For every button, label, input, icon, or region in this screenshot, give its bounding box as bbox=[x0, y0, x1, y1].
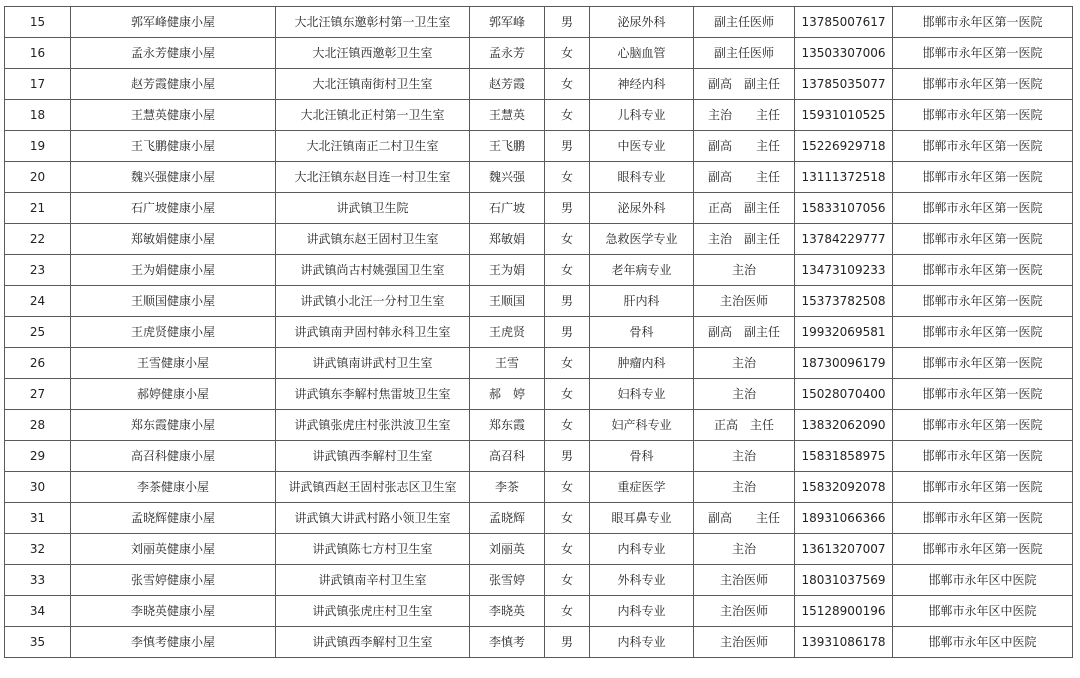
doctor-name-cell: 王顺国 bbox=[470, 286, 545, 317]
health-cabin-name-cell: 魏兴强健康小屋 bbox=[71, 162, 276, 193]
gender-cell: 女 bbox=[545, 162, 590, 193]
professional-title-cell: 副高 副主任 bbox=[694, 317, 795, 348]
specialty-cell: 妇产科专业 bbox=[590, 410, 694, 441]
phone-number-cell: 13832062090 bbox=[795, 410, 893, 441]
clinic-unit-cell: 讲武镇陈七方村卫生室 bbox=[276, 534, 470, 565]
row-number-cell: 26 bbox=[5, 348, 71, 379]
phone-number-cell: 13931086178 bbox=[795, 627, 893, 658]
specialty-cell: 泌尿外科 bbox=[590, 7, 694, 38]
table-body bbox=[5, 7, 1073, 658]
clinic-unit-cell: 讲武镇东李解村焦雷坡卫生室 bbox=[276, 379, 470, 410]
clinic-unit-cell: 大北汪镇南正二村卫生室 bbox=[276, 131, 470, 162]
phone-number-cell: 13503307006 bbox=[795, 38, 893, 69]
health-cabin-name-cell: 张雪婷健康小屋 bbox=[71, 565, 276, 596]
table-row bbox=[5, 7, 1073, 38]
specialty-cell: 急救医学专业 bbox=[590, 224, 694, 255]
doctor-name-cell: 高召科 bbox=[470, 441, 545, 472]
clinic-unit-cell: 讲武镇西李解村卫生室 bbox=[276, 441, 470, 472]
clinic-unit-cell: 讲武镇南尹固村韩永科卫生室 bbox=[276, 317, 470, 348]
specialty-cell: 骨科 bbox=[590, 441, 694, 472]
specialty-cell: 妇科专业 bbox=[590, 379, 694, 410]
phone-number-cell: 13785007617 bbox=[795, 7, 893, 38]
hospital-cell: 邯郸市永年区第一医院 bbox=[893, 38, 1073, 69]
phone-number-cell: 13111372518 bbox=[795, 162, 893, 193]
table-row bbox=[5, 410, 1073, 441]
row-number-cell: 34 bbox=[5, 596, 71, 627]
specialty-cell: 眼科专业 bbox=[590, 162, 694, 193]
phone-number-cell: 15373782508 bbox=[795, 286, 893, 317]
clinic-unit-cell: 讲武镇南讲武村卫生室 bbox=[276, 348, 470, 379]
gender-cell: 男 bbox=[545, 286, 590, 317]
health-cabin-name-cell: 王虎贤健康小屋 bbox=[71, 317, 276, 348]
hospital-cell: 邯郸市永年区第一医院 bbox=[893, 286, 1073, 317]
hospital-cell: 邯郸市永年区第一医院 bbox=[893, 7, 1073, 38]
hospital-cell: 邯郸市永年区中医院 bbox=[893, 627, 1073, 658]
gender-cell: 男 bbox=[545, 441, 590, 472]
health-cabin-name-cell: 王顺国健康小屋 bbox=[71, 286, 276, 317]
phone-number-cell: 15832092078 bbox=[795, 472, 893, 503]
health-cabin-name-cell: 赵芳霞健康小屋 bbox=[71, 69, 276, 100]
hospital-cell: 邯郸市永年区第一医院 bbox=[893, 193, 1073, 224]
specialty-cell: 心脑血管 bbox=[590, 38, 694, 69]
row-number-cell: 15 bbox=[5, 7, 71, 38]
gender-cell: 女 bbox=[545, 534, 590, 565]
professional-title-cell: 主治医师 bbox=[694, 286, 795, 317]
health-cabin-name-cell: 石广坡健康小屋 bbox=[71, 193, 276, 224]
row-number-cell: 32 bbox=[5, 534, 71, 565]
doctor-name-cell: 石广坡 bbox=[470, 193, 545, 224]
hospital-cell: 邯郸市永年区第一医院 bbox=[893, 379, 1073, 410]
hospital-cell: 邯郸市永年区第一医院 bbox=[893, 100, 1073, 131]
doctor-name-cell: 郑敏娟 bbox=[470, 224, 545, 255]
health-cabin-name-cell: 王飞鹏健康小屋 bbox=[71, 131, 276, 162]
row-number-cell: 25 bbox=[5, 317, 71, 348]
gender-cell: 女 bbox=[545, 503, 590, 534]
health-cabin-name-cell: 李晓英健康小屋 bbox=[71, 596, 276, 627]
doctor-name-cell: 孟晓辉 bbox=[470, 503, 545, 534]
row-number-cell: 20 bbox=[5, 162, 71, 193]
health-cabin-name-cell: 刘丽英健康小屋 bbox=[71, 534, 276, 565]
gender-cell: 女 bbox=[545, 255, 590, 286]
hospital-cell: 邯郸市永年区第一医院 bbox=[893, 224, 1073, 255]
hospital-cell: 邯郸市永年区第一医院 bbox=[893, 441, 1073, 472]
phone-number-cell: 13613207007 bbox=[795, 534, 893, 565]
health-cabin-name-cell: 王为娟健康小屋 bbox=[71, 255, 276, 286]
specialty-cell: 肝内科 bbox=[590, 286, 694, 317]
doctor-name-cell: 王为娟 bbox=[470, 255, 545, 286]
professional-title-cell: 主治 副主任 bbox=[694, 224, 795, 255]
gender-cell: 女 bbox=[545, 410, 590, 441]
specialty-cell: 儿科专业 bbox=[590, 100, 694, 131]
gender-cell: 女 bbox=[545, 565, 590, 596]
health-cabin-name-cell: 李慎考健康小屋 bbox=[71, 627, 276, 658]
phone-number-cell: 15128900196 bbox=[795, 596, 893, 627]
row-number-cell: 16 bbox=[5, 38, 71, 69]
table-row bbox=[5, 100, 1073, 131]
row-number-cell: 19 bbox=[5, 131, 71, 162]
row-number-cell: 35 bbox=[5, 627, 71, 658]
health-cabin-name-cell: 郑敏娟健康小屋 bbox=[71, 224, 276, 255]
professional-title-cell: 主治 bbox=[694, 255, 795, 286]
table-row bbox=[5, 627, 1073, 658]
clinic-unit-cell: 大北汪镇东赵目连一村卫生室 bbox=[276, 162, 470, 193]
clinic-unit-cell: 讲武镇卫生院 bbox=[276, 193, 470, 224]
gender-cell: 女 bbox=[545, 100, 590, 131]
hospital-cell: 邯郸市永年区第一医院 bbox=[893, 69, 1073, 100]
professional-title-cell: 主治医师 bbox=[694, 627, 795, 658]
professional-title-cell: 正高 副主任 bbox=[694, 193, 795, 224]
row-number-cell: 33 bbox=[5, 565, 71, 596]
professional-title-cell: 副主任医师 bbox=[694, 7, 795, 38]
gender-cell: 男 bbox=[545, 7, 590, 38]
row-number-cell: 23 bbox=[5, 255, 71, 286]
specialty-cell: 外科专业 bbox=[590, 565, 694, 596]
table-row bbox=[5, 441, 1073, 472]
doctor-name-cell: 魏兴强 bbox=[470, 162, 545, 193]
gender-cell: 女 bbox=[545, 596, 590, 627]
table-row bbox=[5, 224, 1073, 255]
doctor-name-cell: 王虎贤 bbox=[470, 317, 545, 348]
table-row bbox=[5, 534, 1073, 565]
clinic-unit-cell: 讲武镇小北汪一分村卫生室 bbox=[276, 286, 470, 317]
table-row bbox=[5, 472, 1073, 503]
professional-title-cell: 主治 bbox=[694, 441, 795, 472]
phone-number-cell: 15931010525 bbox=[795, 100, 893, 131]
gender-cell: 女 bbox=[545, 348, 590, 379]
health-cabin-roster-table bbox=[4, 6, 1073, 658]
phone-number-cell: 18931066366 bbox=[795, 503, 893, 534]
row-number-cell: 29 bbox=[5, 441, 71, 472]
table-row bbox=[5, 379, 1073, 410]
professional-title-cell: 副高 主任 bbox=[694, 503, 795, 534]
specialty-cell: 眼耳鼻专业 bbox=[590, 503, 694, 534]
health-cabin-name-cell: 王慧英健康小屋 bbox=[71, 100, 276, 131]
doctor-name-cell: 郭军峰 bbox=[470, 7, 545, 38]
doctor-name-cell: 王慧英 bbox=[470, 100, 545, 131]
hospital-cell: 邯郸市永年区第一医院 bbox=[893, 534, 1073, 565]
professional-title-cell: 正高 主任 bbox=[694, 410, 795, 441]
table-row bbox=[5, 317, 1073, 348]
doctor-name-cell: 张雪婷 bbox=[470, 565, 545, 596]
table-row bbox=[5, 162, 1073, 193]
gender-cell: 男 bbox=[545, 131, 590, 162]
doctor-name-cell: 刘丽英 bbox=[470, 534, 545, 565]
professional-title-cell: 副高 主任 bbox=[694, 162, 795, 193]
specialty-cell: 中医专业 bbox=[590, 131, 694, 162]
phone-number-cell: 13473109233 bbox=[795, 255, 893, 286]
clinic-unit-cell: 讲武镇西李解村卫生室 bbox=[276, 627, 470, 658]
health-cabin-name-cell: 高召科健康小屋 bbox=[71, 441, 276, 472]
row-number-cell: 31 bbox=[5, 503, 71, 534]
professional-title-cell: 副高 副主任 bbox=[694, 69, 795, 100]
phone-number-cell: 13785035077 bbox=[795, 69, 893, 100]
table-row bbox=[5, 348, 1073, 379]
professional-title-cell: 主治 主任 bbox=[694, 100, 795, 131]
doctor-name-cell: 李茶 bbox=[470, 472, 545, 503]
gender-cell: 男 bbox=[545, 317, 590, 348]
health-cabin-name-cell: 郭军峰健康小屋 bbox=[71, 7, 276, 38]
specialty-cell: 骨科 bbox=[590, 317, 694, 348]
row-number-cell: 21 bbox=[5, 193, 71, 224]
table-row bbox=[5, 38, 1073, 69]
health-cabin-name-cell: 李茶健康小屋 bbox=[71, 472, 276, 503]
table-row bbox=[5, 503, 1073, 534]
gender-cell: 男 bbox=[545, 627, 590, 658]
professional-title-cell: 主治 bbox=[694, 534, 795, 565]
clinic-unit-cell: 讲武镇西赵王固村张志区卫生室 bbox=[276, 472, 470, 503]
professional-title-cell: 主治 bbox=[694, 348, 795, 379]
clinic-unit-cell: 讲武镇东赵王固村卫生室 bbox=[276, 224, 470, 255]
specialty-cell: 老年病专业 bbox=[590, 255, 694, 286]
table-row bbox=[5, 69, 1073, 100]
hospital-cell: 邯郸市永年区第一医院 bbox=[893, 348, 1073, 379]
specialty-cell: 内科专业 bbox=[590, 596, 694, 627]
health-cabin-name-cell: 郝婷健康小屋 bbox=[71, 379, 276, 410]
health-cabin-name-cell: 孟晓辉健康小屋 bbox=[71, 503, 276, 534]
professional-title-cell: 副高 主任 bbox=[694, 131, 795, 162]
phone-number-cell: 19932069581 bbox=[795, 317, 893, 348]
specialty-cell: 内科专业 bbox=[590, 627, 694, 658]
gender-cell: 女 bbox=[545, 472, 590, 503]
hospital-cell: 邯郸市永年区第一医院 bbox=[893, 131, 1073, 162]
clinic-unit-cell: 讲武镇大讲武村路小领卫生室 bbox=[276, 503, 470, 534]
hospital-cell: 邯郸市永年区中医院 bbox=[893, 596, 1073, 627]
phone-number-cell: 15226929718 bbox=[795, 131, 893, 162]
phone-number-cell: 18031037569 bbox=[795, 565, 893, 596]
table-row bbox=[5, 193, 1073, 224]
gender-cell: 女 bbox=[545, 38, 590, 69]
hospital-cell: 邯郸市永年区第一医院 bbox=[893, 162, 1073, 193]
hospital-cell: 邯郸市永年区第一医院 bbox=[893, 317, 1073, 348]
hospital-cell: 邯郸市永年区第一医院 bbox=[893, 255, 1073, 286]
health-cabin-name-cell: 郑东霞健康小屋 bbox=[71, 410, 276, 441]
clinic-unit-cell: 大北汪镇东邀彰村第一卫生室 bbox=[276, 7, 470, 38]
doctor-name-cell: 郑东霞 bbox=[470, 410, 545, 441]
specialty-cell: 神经内科 bbox=[590, 69, 694, 100]
doctor-name-cell: 郝 婷 bbox=[470, 379, 545, 410]
specialty-cell: 肿瘤内科 bbox=[590, 348, 694, 379]
row-number-cell: 27 bbox=[5, 379, 71, 410]
professional-title-cell: 主治 bbox=[694, 472, 795, 503]
professional-title-cell: 主治 bbox=[694, 379, 795, 410]
gender-cell: 女 bbox=[545, 224, 590, 255]
phone-number-cell: 15831858975 bbox=[795, 441, 893, 472]
clinic-unit-cell: 讲武镇尚古村姚强国卫生室 bbox=[276, 255, 470, 286]
clinic-unit-cell: 讲武镇南辛村卫生室 bbox=[276, 565, 470, 596]
clinic-unit-cell: 大北汪镇南街村卫生室 bbox=[276, 69, 470, 100]
specialty-cell: 内科专业 bbox=[590, 534, 694, 565]
table-row bbox=[5, 131, 1073, 162]
doctor-name-cell: 李慎考 bbox=[470, 627, 545, 658]
doctor-name-cell: 孟永芳 bbox=[470, 38, 545, 69]
doctor-name-cell: 李晓英 bbox=[470, 596, 545, 627]
row-number-cell: 18 bbox=[5, 100, 71, 131]
clinic-unit-cell: 讲武镇张虎庄村张洪波卫生室 bbox=[276, 410, 470, 441]
doctor-name-cell: 王飞鹏 bbox=[470, 131, 545, 162]
hospital-cell: 邯郸市永年区第一医院 bbox=[893, 503, 1073, 534]
row-number-cell: 24 bbox=[5, 286, 71, 317]
table-row bbox=[5, 596, 1073, 627]
hospital-cell: 邯郸市永年区第一医院 bbox=[893, 472, 1073, 503]
doctor-name-cell: 王雪 bbox=[470, 348, 545, 379]
specialty-cell: 重症医学 bbox=[590, 472, 694, 503]
phone-number-cell: 13784229777 bbox=[795, 224, 893, 255]
row-number-cell: 22 bbox=[5, 224, 71, 255]
row-number-cell: 17 bbox=[5, 69, 71, 100]
table-row bbox=[5, 286, 1073, 317]
gender-cell: 女 bbox=[545, 69, 590, 100]
professional-title-cell: 副主任医师 bbox=[694, 38, 795, 69]
table-row bbox=[5, 255, 1073, 286]
row-number-cell: 28 bbox=[5, 410, 71, 441]
professional-title-cell: 主治医师 bbox=[694, 596, 795, 627]
doctor-name-cell: 赵芳霞 bbox=[470, 69, 545, 100]
hospital-cell: 邯郸市永年区第一医院 bbox=[893, 410, 1073, 441]
hospital-cell: 邯郸市永年区中医院 bbox=[893, 565, 1073, 596]
clinic-unit-cell: 大北汪镇北正村第一卫生室 bbox=[276, 100, 470, 131]
table-row bbox=[5, 565, 1073, 596]
clinic-unit-cell: 大北汪镇西邀彰卫生室 bbox=[276, 38, 470, 69]
health-cabin-name-cell: 孟永芳健康小屋 bbox=[71, 38, 276, 69]
gender-cell: 男 bbox=[545, 193, 590, 224]
professional-title-cell: 主治医师 bbox=[694, 565, 795, 596]
phone-number-cell: 18730096179 bbox=[795, 348, 893, 379]
health-cabin-name-cell: 王雪健康小屋 bbox=[71, 348, 276, 379]
clinic-unit-cell: 讲武镇张虎庄村卫生室 bbox=[276, 596, 470, 627]
gender-cell: 女 bbox=[545, 379, 590, 410]
row-number-cell: 30 bbox=[5, 472, 71, 503]
phone-number-cell: 15833107056 bbox=[795, 193, 893, 224]
phone-number-cell: 15028070400 bbox=[795, 379, 893, 410]
specialty-cell: 泌尿外科 bbox=[590, 193, 694, 224]
